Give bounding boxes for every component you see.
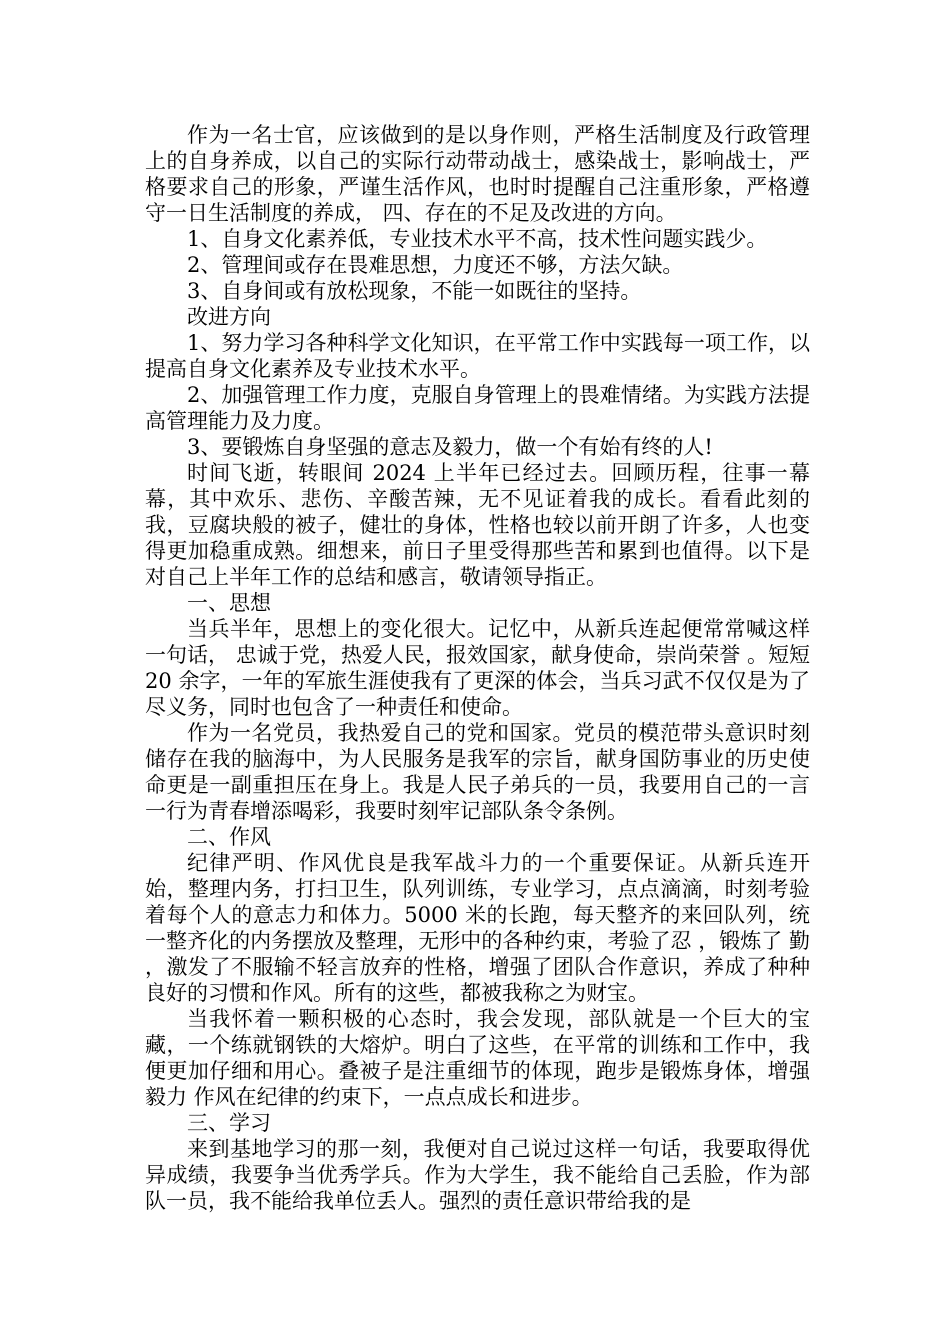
paragraph: 当我怀着一颗积极的心态时，我会发现，部队就是一个巨大的宝藏，一个练就钢铁的大熔炉。明白了这些，在平常的训练和工作中，我便更加仔细和用心。叠被子是注重细节的体现，跑步是锻炼身体，增强毅力 作风在纪律的约束下，一点点成长和进步。: [145, 1007, 810, 1109]
paragraph: 纪律严明、作风优良是我军战斗力的一个重要保证。从新兵连开始，整理内务，打扫卫生，队列训练，专业学习，点点滴滴，时刻考验着每个人的意志力和体力。5000 米的长跑，每天整齐的来回队列，统一整齐化的内务摆放及整理，无形中的各种约束，考验了忍 ，锻炼了 勤 ，激发了不服输不轻言放弃的性格，增强了团队合作意识，养成了种种良好的习惯和作风。所有的这些，都被我称之为财宝。: [145, 851, 810, 1005]
paragraph: 来到基地学习的那一刻，我便对自己说过这样一句话，我要取得优异成绩，我要争当优秀学兵。作为大学生，我不能给自己丢脸，作为部队一员，我不能给我单位丢人。强烈的责任意识带给我的是: [145, 1137, 810, 1213]
section-heading: 一、思想: [187, 591, 271, 615]
paragraph: 作为一名党员，我热爱自己的党和国家。党员的模范带头意识时刻储存在我的脑海中，为人民服务是我军的宗旨，献身国防事业的历史使命更是一副重担压在身上。我是人民子弟兵的一员，我要用自己的一言一行为青春增添喝彩，我要时刻牢记部队条令条例。: [145, 721, 810, 823]
document-body: [145, 122, 810, 1214]
paragraph: 时间飞逝，转眼间 2024 上半年已经过去。回顾历程，往事一幕幕，其中欢乐、悲伤、辛酸苦辣，无不见证着我的成长。看看此刻的我，豆腐块般的被子，健壮的身体，性格也较以前开朗了许多，人也变得更加稳重成熟。细想来，前日子里受得那些苦和累到也值得。以下是对自己上半年工作的总结和感言，敬请领导指正。: [145, 461, 810, 589]
paragraph: 3、自身间或有放松现象，不能一如既往的坚持。: [187, 279, 642, 303]
paragraph: 2、加强管理工作力度，克服自身管理上的畏难情绪。为实践方法提高管理能力及力度。: [145, 383, 810, 433]
paragraph: 2、管理间或存在畏难思想，力度还不够，方法欠缺。: [187, 253, 684, 277]
paragraph: 1、自身文化素养低，专业技术水平不高，技术性问题实践少。: [187, 227, 768, 251]
paragraph: 3、要锻炼自身坚强的意志及毅力，做一个有始有终的人!: [187, 435, 713, 459]
section-heading: 改进方向: [187, 305, 271, 329]
paragraph: 1、努力学习各种科学文化知识，在平常工作中实践每一项工作，以提高自身文化素养及专业技术水平。: [145, 331, 810, 381]
paragraph: 作为一名士官，应该做到的是以身作则，严格生活制度及行政管理上的自身养成，以自己的实际行动带动战士，感染战士，影响战士，严格要求自己的形象，严谨生活作风，也时时提醒自己注重形象，严格遵守一日生活制度的养成， 四、存在的不足及改进的方向。: [145, 123, 810, 225]
section-heading: 三、学习: [187, 1111, 271, 1135]
section-heading: 二、作风: [187, 825, 271, 849]
paragraph: 当兵半年，思想上的变化很大。记忆中，从新兵连起便常常喊这样一句话， 忠诚于党，热爱人民，报效国家，献身使命，崇尚荣誉 。短短 20 余字，一年的军旅生涯使我有了更深的体会，当兵习武不仅仅是为了尽义务，同时也包含了一种责任和使命。: [145, 617, 810, 719]
